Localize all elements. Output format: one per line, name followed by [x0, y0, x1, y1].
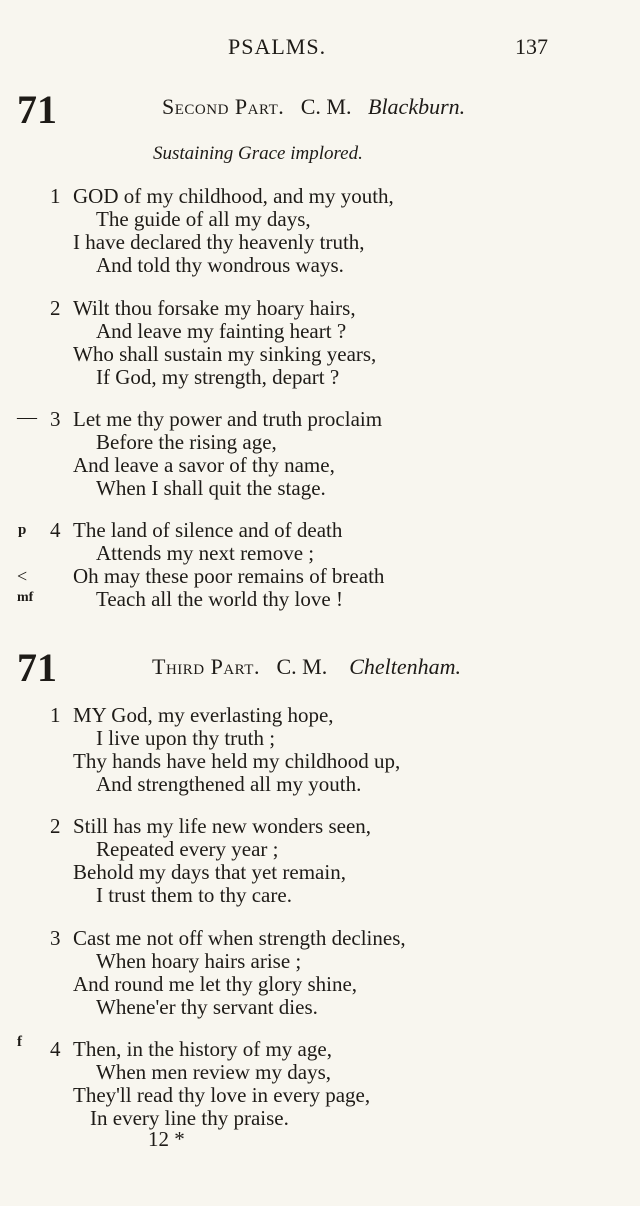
- dynamic-mark: f: [17, 1034, 22, 1050]
- page-number: 137: [515, 34, 548, 59]
- verse-line: If God, my strength, depart ?: [96, 365, 340, 389]
- dynamic-mark: <: [17, 566, 28, 586]
- hymn-subtitle: Sustaining Grace implored.: [153, 143, 363, 164]
- verse-line: Then, in the history of my age,: [73, 1037, 332, 1061]
- verse-line: Attends my next remove ;: [96, 541, 315, 565]
- verse-line: The guide of all my days,: [96, 207, 311, 231]
- verse-line: Wilt thou forsake my hoary hairs,: [73, 296, 356, 320]
- verse-line: The land of silence and of death: [73, 518, 343, 542]
- verse-line: When I shall quit the stage.: [96, 476, 326, 500]
- verse-line: I have declared thy heavenly truth,: [73, 230, 365, 254]
- hymn-heading: [152, 654, 461, 680]
- verse-line: When men review my days,: [96, 1060, 332, 1084]
- hymn-heading: [162, 94, 465, 120]
- signature-mark: 12 *: [148, 1127, 185, 1151]
- verse-line: I live upon thy truth ;: [96, 726, 276, 750]
- stanza-number: 4: [50, 518, 61, 542]
- dynamic-mark: mf: [17, 590, 34, 605]
- verse-line: And leave a savor of thy name,: [73, 453, 335, 477]
- stanza-number: 3: [50, 407, 61, 431]
- verse-line: Who shall sustain my sinking years,: [73, 342, 377, 366]
- hymn-meter: C. M.: [300, 94, 352, 119]
- hymn-number: 71: [17, 645, 57, 690]
- stanza-number: 1: [50, 703, 61, 727]
- verse-line: MY God, my everlasting hope,: [73, 703, 334, 727]
- hymn-tune: Cheltenham.: [349, 654, 462, 679]
- hymn-number: 71: [17, 87, 57, 132]
- hymn-tune: Blackburn.: [368, 94, 466, 119]
- verse-line: In every line thy praise.: [90, 1106, 289, 1130]
- hymn-part: Second Part.: [162, 94, 285, 119]
- verse-line: When hoary hairs arise ;: [96, 949, 302, 973]
- verse-line: GOD of my childhood, and my youth,: [73, 184, 394, 208]
- verse-line: Teach all the world thy love !: [96, 587, 343, 611]
- verse-line: And round me let thy glory shine,: [73, 972, 358, 996]
- stanza-number: 4: [50, 1037, 61, 1061]
- dynamic-mark: —: [17, 406, 37, 428]
- verse-line: Let me thy power and truth proclaim: [73, 407, 383, 431]
- verse-line: Cast me not off when strength declines,: [73, 926, 406, 950]
- stanza-number: 2: [50, 296, 61, 320]
- verse-line: Still has my life new wonders seen,: [73, 814, 372, 838]
- hymn-part: Third Part.: [152, 654, 260, 679]
- verse-line: Thy hands have held my childhood up,: [73, 749, 401, 773]
- verse-line: And strengthened all my youth.: [96, 772, 362, 796]
- verse-line: I trust them to thy care.: [96, 883, 292, 907]
- stanza-number: 3: [50, 926, 61, 950]
- verse-line: And leave my fainting heart ?: [96, 319, 347, 343]
- verse-line: And told thy wondrous ways.: [96, 253, 344, 277]
- verse-line: Oh may these poor remains of breath: [73, 564, 385, 588]
- running-title: PSALMS.: [228, 34, 327, 59]
- verse-line: Behold my days that yet remain,: [73, 860, 346, 884]
- stanza-number: 1: [50, 184, 61, 208]
- stanza-number: 2: [50, 814, 61, 838]
- verse-line: They'll read thy love in every page,: [73, 1083, 371, 1107]
- dynamic-mark: p: [18, 522, 27, 538]
- verse-line: Before the rising age,: [96, 430, 277, 454]
- verse-line: Repeated every year ;: [96, 837, 279, 861]
- hymn-meter: C. M.: [276, 654, 328, 679]
- verse-line: Whene'er thy servant dies.: [96, 995, 318, 1019]
